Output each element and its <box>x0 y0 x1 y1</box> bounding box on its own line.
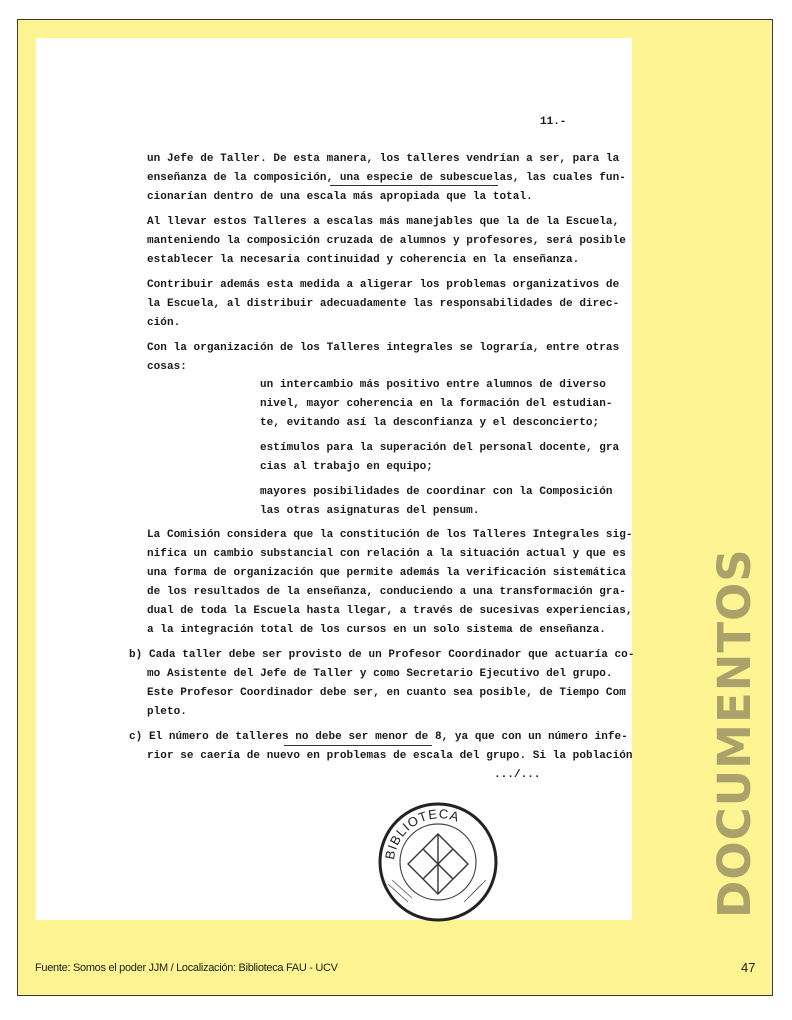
text-line: dual de toda la Escuela hasta llegar, a través de sucesivas experiencias, <box>147 605 633 617</box>
text-line: Este Profesor Coordinador debe ser, en cuanto sea posible, de Tiempo Com <box>147 687 626 699</box>
text-line: cosas: <box>147 361 187 373</box>
text-line: nifica un cambio substancial con relación a la situación actual y que es <box>147 548 626 560</box>
stamp-text: BIBLIOTECA <box>381 806 462 861</box>
text-line: c) El número de talleres no debe ser menor de 8, ya que con un número infe- <box>129 731 628 743</box>
text-line: manteniendo la composición cruzada de alumnos y profesores, será posible <box>147 235 626 247</box>
text-line: mayores posibilidades de coordinar con la Composición <box>260 486 613 498</box>
text-line: una forma de organización que permite además la verificación sistemática <box>147 567 626 579</box>
library-stamp <box>368 798 508 922</box>
text-line: establecer la necesaria continuidad y coherencia en la enseñanza. <box>147 254 580 266</box>
stamp-emblem <box>408 834 468 894</box>
text-line: de los resultados de la enseñanza, conduciendo a una transformación gra- <box>147 586 626 598</box>
text-line: .../... <box>494 769 541 781</box>
text-line: las otras asignaturas del pensum. <box>260 505 480 517</box>
page-number: 47 <box>741 960 756 975</box>
text-line: mo Asistente del Jefe de Taller y como Secretario Ejecutivo del grupo. <box>147 668 613 680</box>
text-line: estímulos para la superación del personal docente, gra <box>260 442 620 454</box>
text-line: la Escuela, al distribuir adecuadamente las responsabilidades de direc- <box>147 298 620 310</box>
text-line: un intercambio más positivo entre alumnos de diverso <box>260 379 606 391</box>
scanned-document <box>36 38 635 920</box>
text-line: te, evitando así la desconfianza y el desconcierto; <box>260 417 600 429</box>
footer-source: Fuente: Somos el poder JJM / Localización: Biblioteca FAU - UCV <box>35 962 338 974</box>
section-title: DOCUMENTOS <box>708 548 761 918</box>
text-line: pleto. <box>147 706 187 718</box>
text-line: Contribuir además esta medida a aligerar los problemas organizativos de <box>147 279 620 291</box>
text-line: ción. <box>147 317 181 329</box>
text-line: a la integración total de los cursos en un solo sistema de enseñanza. <box>147 624 606 636</box>
text-line: un Jefe de Taller. De esta manera, los talleres vendrían a ser, para la <box>147 153 620 165</box>
text-line: rior se caería de nuevo en problemas de escala del grupo. Si la población <box>147 750 633 762</box>
text-line: enseñanza de la composición, una especie de subescuelas, las cuales fun- <box>147 172 626 184</box>
text-line: Al llevar estos Talleres a escalas más manejables que la de la Escuela, <box>147 216 620 228</box>
text-line: b) Cada taller debe ser provisto de un Profesor Coordinador que actuaría co- <box>129 649 635 661</box>
stamp-small-print <box>388 880 486 902</box>
text-line: Con la organización de los Talleres integrales se lograría, entre otras <box>147 342 620 354</box>
text-line: La Comisión considera que la constitución de los Talleres Integrales sig- <box>147 529 633 541</box>
handwritten-underline <box>330 185 498 186</box>
text-line: nivel, mayor coherencia en la formación del estudian- <box>260 398 613 410</box>
typed-page-number: 11.- <box>540 116 567 128</box>
text-line: cionarían dentro de una escala más apropiada que la total. <box>147 191 533 203</box>
handwritten-underline <box>284 745 432 746</box>
text-line: cias al trabajo en equipo; <box>260 461 433 473</box>
